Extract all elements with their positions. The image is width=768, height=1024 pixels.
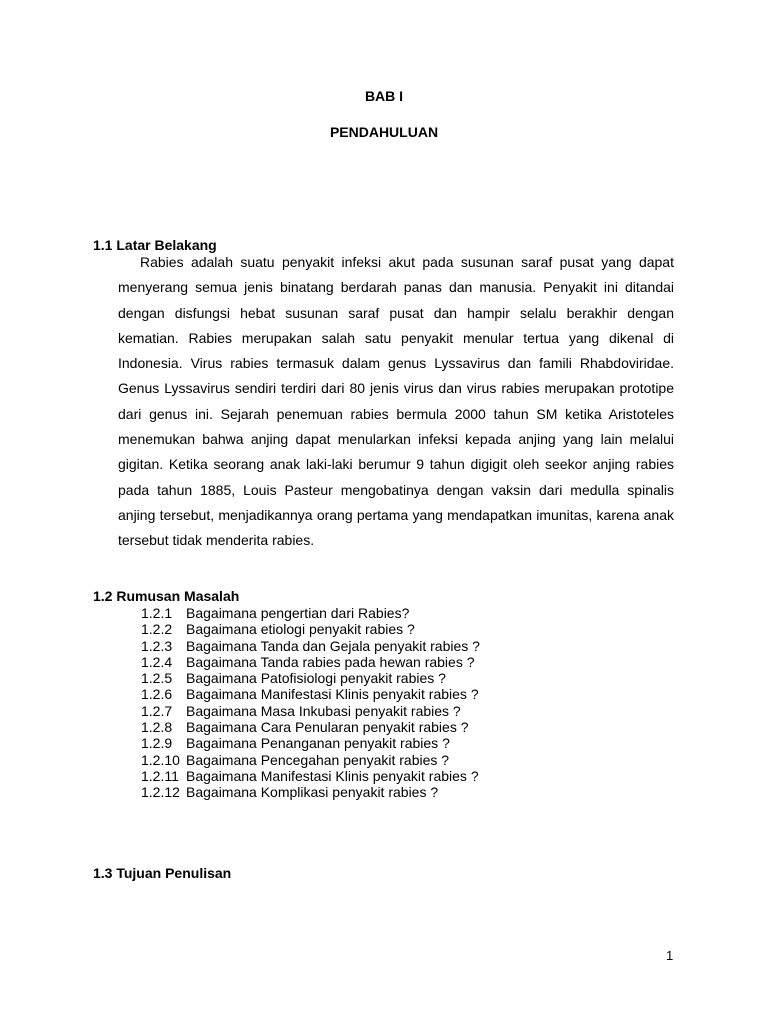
- section-heading-latar-belakang: 1.1 Latar Belakang: [93, 237, 217, 253]
- list-item-text: Bagaimana Patofisiologi penyakit rabies ?: [186, 670, 446, 687]
- list-item-number: 1.2.2: [141, 621, 173, 638]
- list-item-number: 1.2.6: [141, 686, 173, 703]
- list-item-text: Bagaimana Manifestasi Klinis penyakit rabies ?: [186, 767, 479, 784]
- list-item: [141, 752, 480, 768]
- list-item: [141, 654, 480, 670]
- list-item-text: Bagaimana Penanganan penyakit rabies ?: [186, 735, 450, 752]
- chapter-title: PENDAHULUAN: [329, 124, 439, 140]
- list-item-number: 1.2.8: [141, 719, 173, 736]
- list-item-text: Bagaimana Komplikasi penyakit rabies ?: [186, 784, 439, 801]
- list-item: [141, 686, 480, 702]
- list-item-text: Bagaimana pengertian dari Rabies?: [186, 605, 410, 621]
- list-item: [141, 703, 480, 719]
- list-item-text: Bagaimana Cara Penularan penyakit rabies ?: [186, 719, 469, 736]
- list-item: [141, 735, 480, 751]
- problem-statement-list: [141, 605, 480, 801]
- list-item-text: Bagaimana Pencegahan penyakit rabies ?: [186, 751, 450, 768]
- list-item-text: Bagaimana Masa Inkubasi penyakit rabies ?: [186, 702, 461, 719]
- list-item: [141, 621, 480, 637]
- list-item-text: Bagaimana etiologi penyakit rabies ?: [186, 621, 415, 638]
- section-heading-rumusan-masalah: 1.2 Rumusan Masalah: [93, 588, 240, 604]
- list-item-number: 1.2.9: [141, 735, 173, 752]
- list-item-number: 1.2.4: [141, 653, 173, 670]
- list-item: [141, 638, 480, 654]
- section-heading-tujuan-penulisan: 1.3 Tujuan Penulisan: [93, 865, 232, 881]
- background-paragraph: Rabies adalah suatu penyakit infeksi akut pada susunan saraf pusat yang dapat menyerang semua jenis binatang berdarah panas dan manusia. Penyakit ini ditandai dengan disfungsi hebat susunan saraf pusat dan hampir selalu berakhir dengan kematian. Rabies merupakan salah satu penyakit menular tertua yang dikenal di Indonesia. Virus rabies termasuk dalam genus Lyssavirus dan famili Rhabdoviridae. Genus Lyssavirus sendiri terdiri dari 80 jenis virus dan virus rabies merupakan prototipe dari genus ini. Sejarah penemuan rabies bermula 2000 tahun SM ketika Aristoteles menemukan bahwa anjing dapat menularkan infeksi kepada anjing yang lain melalui gigitan. Ketika seorang anak laki-laki berumur 9 tahun digigit oleh seekor anjing rabies pada tahun 1885, Louis Pasteur mengobatinya dengan vaksin dari medulla spinalis anjing tersebut, menjadikannya orang pertama yang mendapatkan imunitas, karena anak tersebut tidak menderita rabies.: [118, 254, 674, 549]
- list-item-number: 1.2.1: [141, 605, 173, 621]
- page-number: 1: [666, 948, 674, 963]
- list-item: [141, 605, 480, 621]
- list-item-number: 1.2.5: [141, 670, 173, 687]
- list-item-number: 1.2.11: [141, 767, 179, 784]
- list-item-number: 1.2.7: [141, 702, 173, 719]
- list-item-number: 1.2.3: [141, 637, 173, 654]
- list-item: [141, 670, 480, 686]
- list-item: [141, 768, 480, 784]
- list-item-text: Bagaimana Tanda rabies pada hewan rabies ?: [186, 653, 475, 670]
- list-item: [141, 719, 480, 735]
- list-item: [141, 784, 480, 800]
- chapter-label: BAB I: [364, 88, 404, 104]
- list-item-text: Bagaimana Tanda dan Gejala penyakit rabies ?: [186, 637, 480, 654]
- list-item-number: 1.2.10: [141, 751, 180, 768]
- list-item-text: Bagaimana Manifestasi Klinis penyakit rabies ?: [186, 686, 479, 703]
- list-item-number: 1.2.12: [141, 784, 180, 801]
